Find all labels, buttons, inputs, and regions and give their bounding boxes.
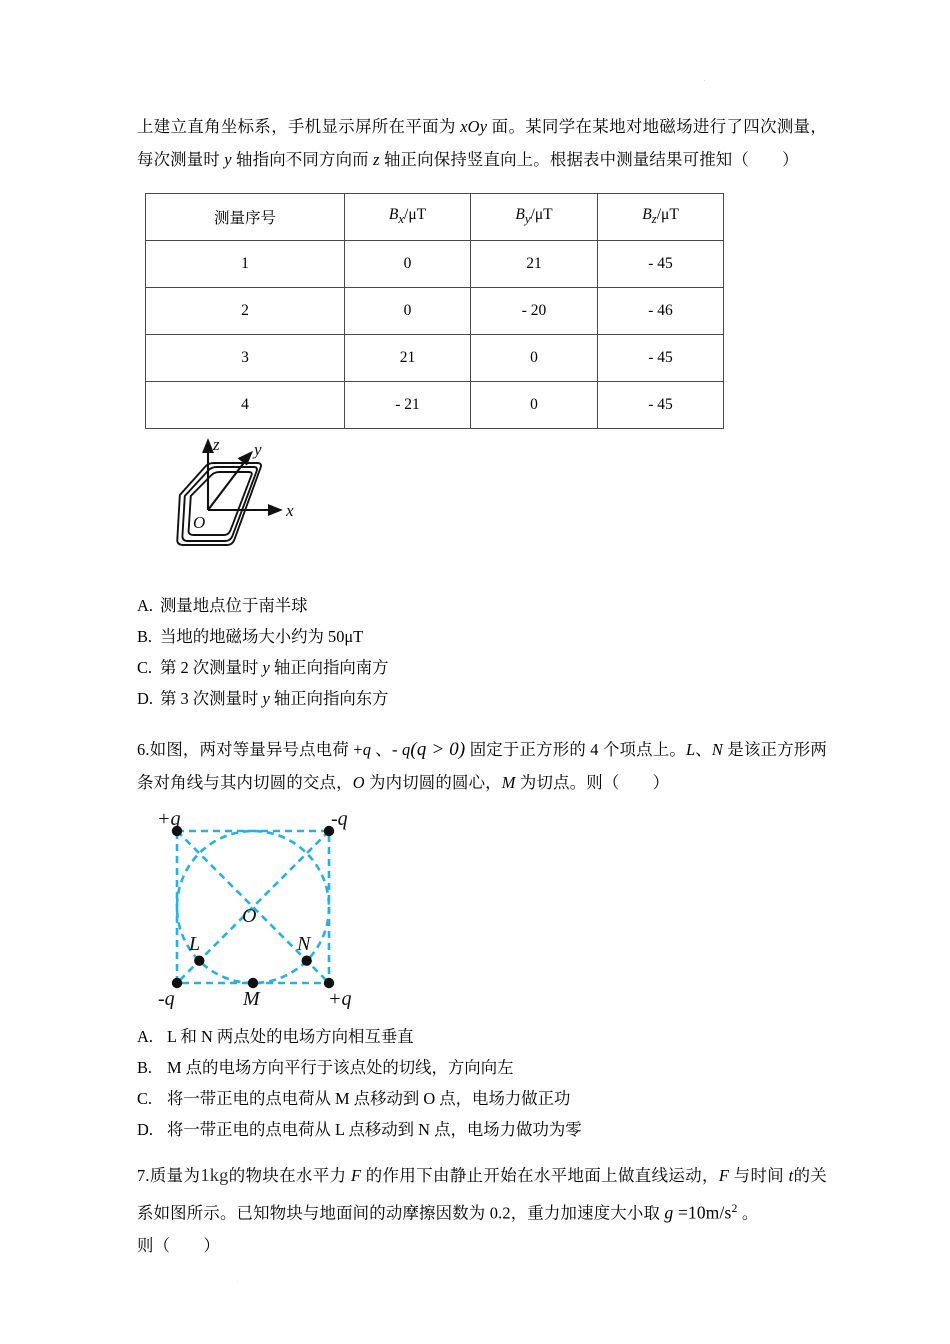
cell-index: 1 — [146, 241, 345, 288]
q7-line2-b: 。 — [737, 1203, 759, 1223]
label-bottom-left-charge: -q — [158, 988, 175, 1009]
header-bx-sub: x — [398, 211, 405, 227]
q7-g-exponent: 2 — [731, 1201, 738, 1215]
label-top-right-charge: -q — [331, 809, 348, 830]
x-axis-arrow — [269, 506, 280, 515]
cell-bx: 0 — [345, 241, 471, 288]
q7-g: g — [664, 1202, 674, 1223]
option-B-label: B. — [137, 627, 153, 646]
q7-text-c: 的作用下由静止开始在水平地面上做直线运动， — [361, 1166, 719, 1185]
phone-axes-svg — [141, 433, 331, 578]
header-label-index: 测量序号 — [213, 210, 276, 227]
q6-L: L — [685, 740, 696, 759]
question7-then-line — [137, 1229, 827, 1262]
q7-g-value: =10m/s — [673, 1203, 732, 1223]
cell-bz: - 46 — [598, 288, 724, 335]
q6-number: 6. — [137, 740, 150, 759]
table-row — [146, 241, 724, 288]
origin-label-O: O — [193, 513, 206, 532]
option-D[interactable] — [137, 683, 827, 714]
q6-option-A-label: A. — [137, 1027, 153, 1046]
label-L: L — [189, 933, 201, 955]
cell-bz: - 45 — [598, 241, 724, 288]
option-C-var: y — [262, 658, 270, 677]
option-C-label: C. — [137, 658, 153, 677]
question7-stem — [137, 1159, 827, 1229]
measurement-table — [145, 193, 724, 429]
option-A-label: A. — [137, 596, 153, 615]
label-N: N — [297, 933, 311, 955]
q6-line2-b: 为内切圆的圆心， — [364, 773, 502, 792]
q6-paren-condition: (q > 0) — [410, 739, 466, 760]
q6-text-b: 、- — [371, 740, 403, 759]
q6-text-a: 如图，两对等量异号点电荷 + — [149, 740, 363, 759]
q6-M: M — [501, 773, 516, 792]
q7-number: 7. — [137, 1166, 150, 1185]
header-by-unit: /μT — [530, 206, 553, 224]
q6-option-C[interactable] — [137, 1083, 827, 1114]
cell-bx: - 21 — [345, 382, 471, 429]
label-bottom-right-charge: +q — [328, 988, 352, 1009]
phone-body-outlines — [177, 463, 261, 545]
q7-line3: 则（ ） — [137, 1236, 220, 1256]
table-row — [146, 382, 724, 429]
q7-text-b: 的物块在水平力 — [228, 1166, 351, 1185]
option-D-label: D. — [137, 689, 153, 708]
q6-option-B-text: M 点的电场方向平行于该点处的切线，方向向左 — [167, 1058, 514, 1077]
table-row — [146, 335, 724, 382]
q6-text-e: 是该正 — [723, 740, 778, 759]
cell-bx: 0 — [345, 288, 471, 335]
label-O: O — [242, 905, 257, 927]
table-header-cell-index — [146, 194, 345, 241]
phone-coordinate-figure — [141, 433, 331, 578]
cell-by: 21 — [471, 241, 598, 288]
intro-z: z — [373, 150, 380, 169]
header-by-var: B — [515, 206, 525, 224]
q6-option-C-label: C. — [137, 1089, 153, 1108]
measurement-table-wrapper — [145, 193, 827, 429]
cell-by: 0 — [471, 335, 598, 382]
table-header-row — [146, 194, 724, 241]
q6-option-A[interactable] — [137, 1021, 827, 1052]
cell-index: 3 — [146, 335, 345, 382]
q6-N: N — [711, 740, 724, 759]
page-content — [137, 0, 827, 1262]
cell-by: - 20 — [471, 288, 598, 335]
q7-F2: F — [718, 1166, 730, 1185]
option-B[interactable] — [137, 621, 827, 652]
intro-text-c: 轴指向不同方向而 — [231, 150, 374, 169]
cell-bz: - 45 — [598, 335, 724, 382]
q6-option-D-text: 将一带正电的点电荷从 L 点移动到 N 点，电场力做功为零 — [167, 1120, 582, 1139]
cell-bx: 21 — [345, 335, 471, 382]
z-axis-arrow — [204, 441, 213, 452]
label-M: M — [243, 988, 260, 1009]
option-D-var: y — [262, 689, 270, 708]
q6-q2: q — [402, 740, 411, 759]
q6-option-A-text: L 和 N 两点处的电场方向相互垂直 — [167, 1027, 414, 1046]
cell-index: 2 — [146, 288, 345, 335]
q6-text-c: 固定于正方形的 4 个项点上。 — [465, 740, 686, 759]
q6-line2-a: 方形两条对角线与其内切圆的交点， — [137, 740, 827, 792]
q6-option-B[interactable] — [137, 1052, 827, 1083]
q6-line2-c: 为切点。则（ ） — [515, 773, 670, 792]
question6-charge-figure — [145, 809, 375, 1009]
question6-options — [137, 1021, 827, 1145]
table-row — [146, 288, 724, 335]
point-M — [248, 978, 258, 988]
option-C-post: 轴正向指向南方 — [269, 658, 389, 677]
cell-bz: - 45 — [598, 382, 724, 429]
header-bz-sub: z — [651, 211, 657, 227]
q6-O: O — [352, 773, 365, 792]
option-C-pre: 第 2 次测量时 — [160, 658, 263, 677]
point-L — [194, 956, 204, 966]
cell-index: 4 — [146, 382, 345, 429]
charge-square-svg — [145, 809, 375, 1009]
q6-option-D-label: D. — [137, 1120, 153, 1139]
option-A[interactable] — [137, 590, 827, 621]
intro-text-b: 面。某同学在某地对地磁场进行了四次测量，每次测量时 — [137, 117, 827, 169]
axis-label-x: x — [286, 501, 294, 520]
point-N — [302, 956, 312, 966]
axis-label-z: z — [213, 435, 220, 454]
question6-stem — [137, 733, 827, 799]
axis-label-y: y — [254, 440, 262, 459]
intro-y: y — [224, 150, 232, 169]
option-B-text: 当地的地磁场大小约为 50μT — [160, 627, 364, 646]
point-bottom-left-charge — [172, 978, 182, 988]
question5-intro-paragraph — [137, 0, 827, 176]
header-bx-unit: /μT — [404, 206, 427, 224]
q6-q1: q — [362, 740, 372, 759]
q7-text-d: 与时间 — [729, 1166, 789, 1185]
point-bottom-right-charge — [324, 978, 334, 988]
option-D-pre: 第 3 次测量时 — [160, 689, 263, 708]
option-D-post: 轴正向指向东方 — [269, 689, 389, 708]
label-top-left-charge: +q — [157, 809, 181, 830]
table-header-cell-by — [471, 194, 598, 241]
q7-mass-value: 1kg — [200, 1165, 229, 1185]
intro-xoy: xOy — [460, 117, 488, 136]
q6-option-D[interactable] — [137, 1114, 827, 1145]
table-header-cell-bz — [598, 194, 724, 241]
page-mark-top: . — [703, 72, 706, 84]
option-A-text: 测量地点位于南半球 — [160, 596, 308, 615]
q7-t: t — [788, 1166, 794, 1185]
cell-by: 0 — [471, 382, 598, 429]
header-bz-var: B — [642, 206, 652, 224]
question5-options — [137, 590, 827, 714]
page-mark-bottom: . — [236, 1272, 239, 1284]
header-by-sub: y — [524, 211, 531, 227]
option-C[interactable] — [137, 652, 827, 683]
q6-option-C-text: 将一带正电的点电荷从 M 点移动到 O 点，电场力做正功 — [167, 1089, 571, 1108]
q6-text-d: 、 — [695, 740, 712, 759]
q6-option-B-label: B. — [137, 1058, 153, 1077]
header-bx-var: B — [388, 206, 399, 224]
header-bz-unit: /μT — [656, 206, 679, 224]
q7-text-a: 质量为 — [149, 1166, 201, 1185]
intro-text-a: 上建立直角坐标系，手机显示屏所在平面为 — [137, 117, 461, 136]
q7-line2-a: 的关系如图所示。已知物块与地面间的动摩擦因数为 0.2，重力加速度大小取 — [137, 1166, 828, 1223]
intro-text-d: 轴正向保持竖直向上。根据表中测量结果可推知（ ） — [379, 150, 799, 169]
q7-F: F — [351, 1166, 362, 1185]
table-header-cell-bx — [345, 194, 471, 241]
